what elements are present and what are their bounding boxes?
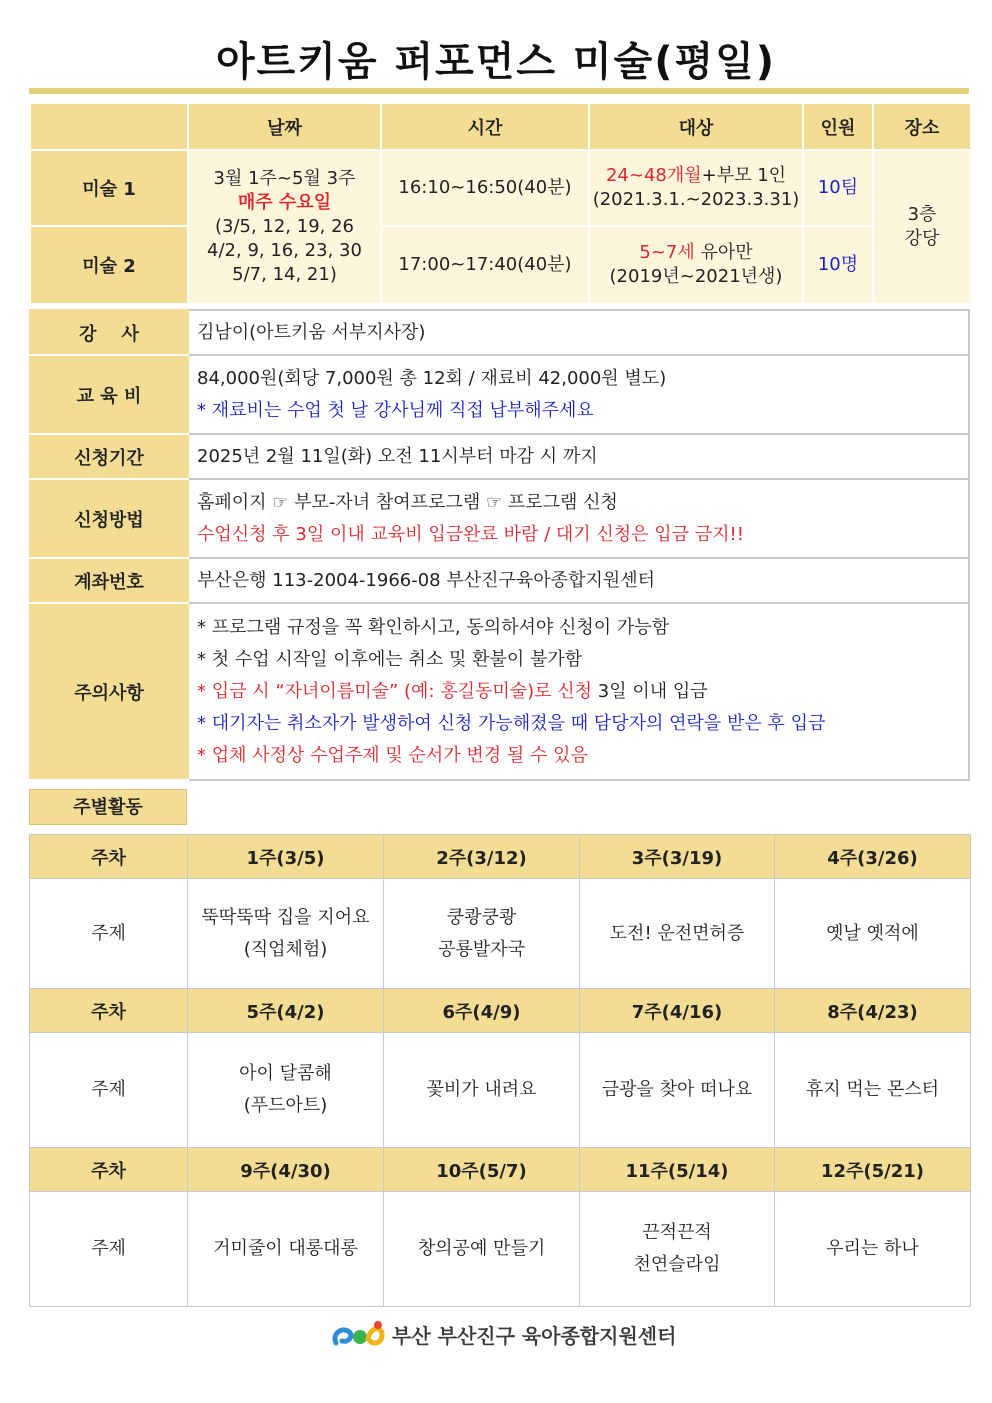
topic-5 xyxy=(188,1033,384,1148)
week-header: 주차 xyxy=(30,1148,188,1192)
class-2-target-rest: 유아만 xyxy=(694,242,753,263)
info-table xyxy=(29,309,970,781)
week-7: 7주(4/16) xyxy=(580,989,775,1033)
topic-9 xyxy=(188,1192,384,1307)
week-1: 1주(3/5) xyxy=(188,835,384,879)
week-9: 9주(4/30) xyxy=(188,1148,384,1192)
class-1-target xyxy=(589,150,803,226)
notes-label: 주의사항 xyxy=(30,603,188,780)
note-3-red: * 입금 시 “자녀이름미술” (예: 홍길동미술)로 신청 xyxy=(197,680,593,702)
topic-line: (직업체험) xyxy=(243,938,328,960)
topic-4 xyxy=(775,879,971,989)
week-header: 주차 xyxy=(30,989,188,1033)
topic-11 xyxy=(580,1192,775,1307)
topic-line: 창의공예 만들기 xyxy=(417,1238,546,1259)
footer-org-name: 부산 부산진구 육아종합지원센터 xyxy=(392,1323,677,1348)
topic-header: 주제 xyxy=(30,879,188,989)
period-value: 2025년 2월 11일(화) 오전 11시부터 마감 시 까지 xyxy=(188,434,969,479)
class-2-target xyxy=(589,226,803,304)
topic-line: 우리는 하나 xyxy=(826,1238,919,1259)
week-header: 주차 xyxy=(30,835,188,879)
week-8: 8주(4/23) xyxy=(775,989,971,1033)
schedule-corner xyxy=(30,103,188,150)
week-6: 6주(4/9) xyxy=(384,989,580,1033)
topic-3 xyxy=(580,879,775,989)
class-2-birth-range: (2019년~2021년생) xyxy=(609,266,783,287)
class-1-name: 미술 1 xyxy=(30,150,188,226)
fee-label: 교 육 비 xyxy=(30,355,188,434)
fee-amount: 84,000원(회당 7,000원 총 12회 / 재료비 42,000원 별도) xyxy=(197,367,667,389)
instructor-label: 강 사 xyxy=(30,310,188,355)
topic-line: 옛날 옛적에 xyxy=(826,922,919,944)
week-4: 4주(3/26) xyxy=(775,835,971,879)
topic-line: 금광을 찾아 떠나요 xyxy=(601,1079,753,1100)
topic-2 xyxy=(384,879,580,989)
date-weekday: 매주 수요일 xyxy=(237,192,332,213)
topic-line: (푸드아트) xyxy=(243,1095,328,1116)
date-list-2: 4/2, 9, 16, 23, 30 xyxy=(207,240,362,261)
weekly-table xyxy=(29,834,971,1307)
note-1: * 프로그램 규정을 꼭 확인하시고, 동의하셔야 신청이 가능함 xyxy=(197,616,670,638)
class-1-count: 10팀 xyxy=(803,150,873,226)
topic-line: 도전! 운전면허증 xyxy=(609,922,745,944)
topic-line: 쿵쾅쿵쾅 xyxy=(446,906,517,928)
topic-line: 꽃비가 내려요 xyxy=(426,1079,537,1100)
topic-12 xyxy=(775,1192,971,1307)
header-target: 대상 xyxy=(589,103,803,150)
week-12: 12주(5/21) xyxy=(775,1148,971,1192)
method-warning: 수업신청 후 3일 이내 교육비 입금완료 바람 / 대기 신청은 입금 금지!! xyxy=(197,523,744,545)
class-2-time: 17:00~17:40(40분) xyxy=(381,226,589,304)
note-4: * 대기자는 취소자가 발생하여 신청 가능해졌을 때 담당자의 연락을 받은 후 입금 xyxy=(197,712,826,734)
fee-cell xyxy=(188,355,969,434)
method-cell xyxy=(188,479,969,558)
header-date: 날짜 xyxy=(188,103,381,150)
date-list-3: 5/7, 14, 21) xyxy=(232,264,337,285)
footer xyxy=(330,1316,676,1352)
center-logo-icon xyxy=(330,1317,386,1351)
method-steps: 홈페이지 ☞ 부모-자녀 참여프로그램 ☞ 프로그램 신청 xyxy=(197,491,618,513)
week-10: 10주(5/7) xyxy=(384,1148,580,1192)
topic-line: 뚝딱뚝딱 집을 지어요 xyxy=(201,906,370,928)
topic-line: 공룡발자국 xyxy=(438,938,525,960)
class-1-target-rest: +부모 1인 xyxy=(701,165,787,186)
class-1-time: 16:10~16:50(40분) xyxy=(381,150,589,226)
topic-6 xyxy=(384,1033,580,1148)
account-label: 계좌번호 xyxy=(30,558,188,603)
class-2-count: 10명 xyxy=(803,226,873,304)
notes-cell xyxy=(188,603,969,780)
period-label: 신청기간 xyxy=(30,434,188,479)
class-1-age: 24~48개월 xyxy=(605,165,702,186)
title-underline xyxy=(29,88,969,94)
topic-10 xyxy=(384,1192,580,1307)
week-5: 5주(4/2) xyxy=(188,989,384,1033)
place-floor: 3층 xyxy=(907,204,937,225)
place-cell xyxy=(873,150,971,304)
class-2-age: 5~7세 xyxy=(639,242,695,263)
method-label: 신청방법 xyxy=(30,479,188,558)
fee-note: * 재료비는 수업 첫 날 강사님께 직접 납부해주세요 xyxy=(197,399,594,421)
topic-header: 주제 xyxy=(30,1033,188,1148)
schedule-table xyxy=(29,102,972,305)
page-title: 아트키움 퍼포먼스 미술(평일) xyxy=(215,39,777,85)
topic-line: 천연슬라임 xyxy=(633,1254,721,1275)
header-count: 인원 xyxy=(803,103,873,150)
topic-1 xyxy=(188,879,384,989)
place-room: 강당 xyxy=(904,228,940,249)
topic-line: 끈적끈적 xyxy=(642,1222,712,1243)
date-list-1: (3/5, 12, 19, 26 xyxy=(214,216,355,237)
topic-line: 거미줄이 대롱대롱 xyxy=(213,1238,358,1259)
topic-7 xyxy=(580,1033,775,1148)
header-time: 시간 xyxy=(381,103,589,150)
header-place: 장소 xyxy=(873,103,971,150)
weekly-activities-label: 주별활동 xyxy=(29,789,187,825)
week-2: 2주(3/12) xyxy=(384,835,580,879)
week-11: 11주(5/14) xyxy=(580,1148,775,1192)
note-5: * 업체 사정상 수업주제 및 순서가 변경 될 수 있음 xyxy=(197,744,588,766)
class-1-birth-range: (2021.3.1.~2023.3.31) xyxy=(592,189,800,210)
date-range: 3월 1주~5월 3주 xyxy=(213,168,356,189)
class-2-name: 미술 2 xyxy=(30,226,188,304)
note-2: * 첫 수업 시작일 이후에는 취소 및 환불이 불가함 xyxy=(197,648,583,670)
topic-header: 주제 xyxy=(30,1192,188,1307)
topic-line: 휴지 먹는 몬스터 xyxy=(805,1079,940,1100)
account-value: 부산은행 113-2004-1966-08 부산진구육아종합지원센터 xyxy=(188,558,969,603)
date-cell xyxy=(188,150,381,304)
topic-line: 아이 달콤해 xyxy=(239,1063,332,1084)
instructor-value: 김남이(아트키움 서부지사장) xyxy=(188,310,969,355)
topic-8 xyxy=(775,1033,971,1148)
note-3-rest: 3일 이내 입금 xyxy=(592,680,708,702)
week-3: 3주(3/19) xyxy=(580,835,775,879)
